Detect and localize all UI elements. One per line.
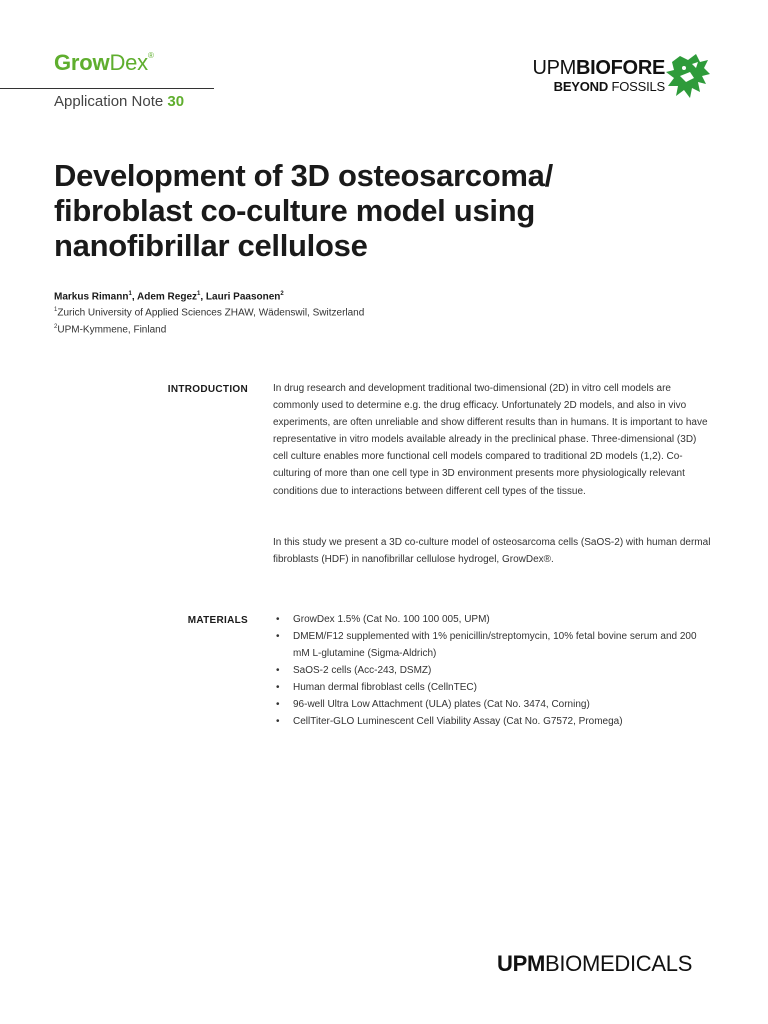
page-title: Development of 3D osteosarcoma/ fibroblast co-culture model using nanofibrillar cellulose [54,158,553,263]
griffin-icon [666,52,710,100]
introduction-paragraph: In this study we present a 3D co-culture model of osteosarcoma cells (SaOS-2) with human dermal fibroblasts (HDF) in nanofibrillar cellulose hydrogel, GrowDex®. [273,537,711,566]
introduction-paragraph: In drug research and development traditional two-dimensional (2D) in vitro cell models are commonly used to determine e.g. the drug efficacy. Unfortunately 2D models, and also in vivo experiments, are often unreliable and show different results than in humans. It is important to have representative in vitro models available already in the preclinical phase. Three-dimensional (3D) cell culture enables more functional cell models compared to traditional 2D models (1,2). Co-culturing of more than one cell type in 3D environment presents more physiologically relevant conditions due to interactions between different cell types of the tissue. [273,383,708,497]
upm-biofore-logo [505,57,665,94]
registered-mark: ® [147,51,154,60]
author-name: Adem Regez [137,291,198,303]
biofore-word: BIOFORE [575,57,665,79]
list-item: • GrowDex 1.5% (Cat No. 100 100 005, UPM) [273,611,713,628]
author-separator: , [200,291,206,303]
list-item: • 96-well Ultra Low Attachment (ULA) plates (Cat No. 3474, Corning) [273,696,713,713]
upm-biofore-wordmark [505,57,665,79]
author-separator: , [131,291,137,303]
brand-grow: Grow [54,50,110,75]
author-name: Lauri Paasonen [205,291,281,303]
authors [54,291,284,302]
list-item: • CellTiter-GLO Luminescent Cell Viability Assay (Cat No. G7572, Promega) [273,713,713,730]
author-affiliation-mark: 1 [128,291,132,297]
affiliation-mark: 2 [54,324,58,330]
beyond-fossils-tagline [505,79,665,94]
upm-biomedicals-logo [497,951,692,977]
author-affiliation-mark: 1 [197,291,201,297]
materials-heading: MATERIALS [187,615,248,626]
upm-prefix: UPM [532,57,576,79]
footer-biomedicals: BIOMEDICALS [545,951,693,976]
affiliation-text: UPM-Kymmene, Finland [57,324,167,336]
introduction-heading: INTRODUCTION [167,384,248,395]
footer-upm: UPM [497,951,545,976]
list-item: • DMEM/F12 supplemented with 1% penicillin/streptomycin, 10% fetal bovine serum and 200 mM L-glutamine (Sigma-Aldrich) [273,628,713,662]
affiliation [54,307,364,318]
affiliation-mark: 1 [54,307,58,313]
brand-dex: Dex [109,50,148,75]
app-note-label: Application Note [54,93,164,110]
app-note-number: 30 [167,93,185,110]
affiliation [54,324,166,335]
growdex-logo [54,50,154,76]
materials-list [273,611,713,730]
header-divider [0,88,214,89]
beyond-word: BEYOND [553,79,609,94]
author-name: Markus Rimann [54,291,129,303]
author-affiliation-mark: 2 [280,291,284,297]
fossils-word: FOSSILS [611,79,665,94]
affiliation-text: Zurich University of Applied Sciences ZHAW, Wädenswil, Switzerland [57,307,365,319]
list-item: • Human dermal fibroblast cells (CellnTEC) [273,679,713,696]
list-item: • SaOS-2 cells (Acc-243, DSMZ) [273,662,713,679]
application-note [54,93,184,110]
